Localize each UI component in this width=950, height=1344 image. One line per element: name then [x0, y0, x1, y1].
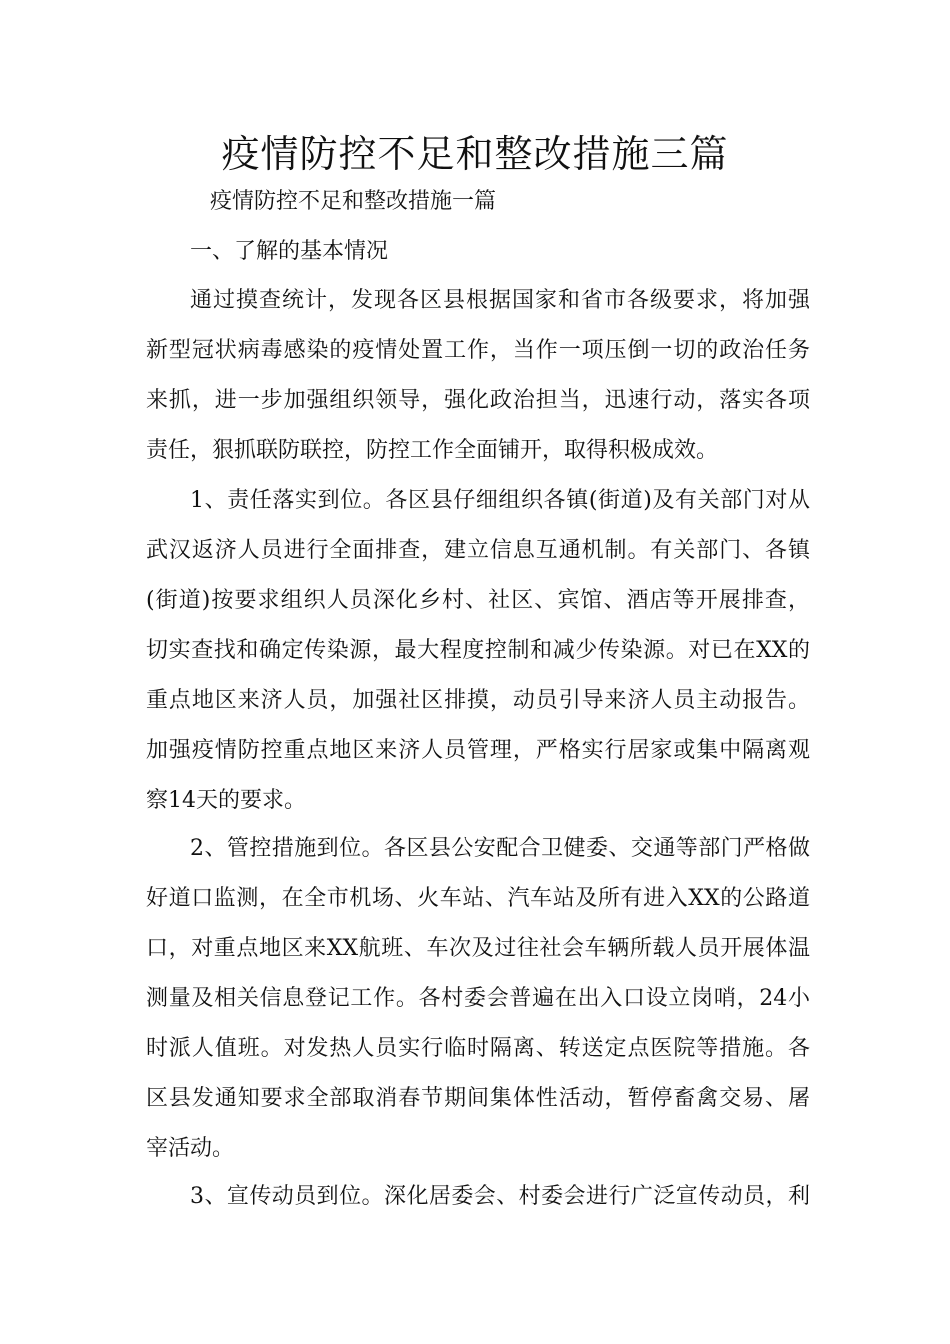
paragraph-line: 责任，狠抓联防联控，防控工作全面铺开，取得积极成效。 [146, 438, 719, 463]
paragraph-line: 加强疫情防控重点地区来济人员管理，严格实行居家或集中隔离观 [146, 738, 810, 763]
paragraph-publicity [146, 1172, 810, 1222]
paragraph-line: 区县发通知要求全部取消春节期间集体性活动，暂停畜禽交易、屠 [146, 1086, 810, 1111]
paragraph-line: 通过摸查统计，发现各区县根据国家和省市各级要求，将加强 [190, 288, 810, 313]
document-subtitle: 疫情防控不足和整改措施一篇 [210, 189, 497, 214]
paragraph-line: 察14天的要求。 [146, 788, 306, 813]
paragraph-line: 来抓，进一步加强组织领导，强化政治担当，迅速行动，落实各项 [146, 388, 810, 413]
paragraph-line: 重点地区来济人员，加强社区排摸，动员引导来济人员主动报告。 [146, 688, 810, 713]
paragraph-responsibility [146, 476, 810, 826]
paragraph-control-measures [146, 824, 810, 1174]
paragraph-line: 时派人值班。对发热人员实行临时隔离、转送定点医院等措施。各 [146, 1036, 810, 1061]
paragraph-line: 武汉返济人员进行全面排查，建立信息互通机制。有关部门、各镇 [146, 538, 810, 563]
section-heading: 一、了解的基本情况 [190, 239, 389, 264]
paragraph-line: (街道)按要求组织人员深化乡村、社区、宾馆、酒店等开展排查， [146, 588, 810, 613]
paragraph-line: 测量及相关信息登记工作。各村委会普遍在出入口设立岗哨，24小 [146, 986, 810, 1011]
paragraph-line: 宰活动。 [146, 1136, 235, 1161]
paragraph-line: 新型冠状病毒感染的疫情处置工作，当作一项压倒一切的政治任务 [146, 338, 810, 363]
paragraph-line: 口，对重点地区来XX航班、车次及过往社会车辆所载人员开展体温 [146, 936, 810, 961]
paragraph-line: 切实查找和确定传染源，最大程度控制和减少传染源。对已在XX的 [146, 638, 810, 663]
paragraph-line: 3、宣传动员到位。深化居委会、村委会进行广泛宣传动员，利 [190, 1184, 810, 1209]
paragraph-line: 1、责任落实到位。各区县仔细组织各镇(街道)及有关部门对从 [190, 488, 810, 513]
paragraph-line: 好道口监测，在全市机场、火车站、汽车站及所有进入XX的公路道 [146, 886, 810, 911]
paragraph-overview [146, 276, 810, 476]
document-title: 疫情防控不足和整改措施三篇 [221, 132, 729, 176]
paragraph-line: 2、管控措施到位。各区县公安配合卫健委、交通等部门严格做 [190, 836, 810, 861]
